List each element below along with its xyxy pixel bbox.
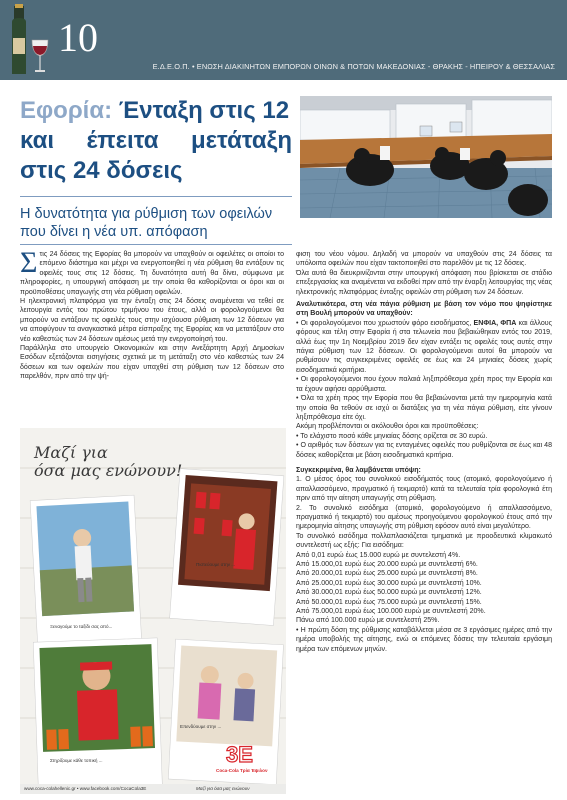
bracket-item: Από 25.000,01 ευρώ έως 30.000 ευρώ με συντελεστή 10%. <box>296 579 482 587</box>
slogan-line-1: Μαζί για <box>34 443 108 462</box>
bullet-bold: ΕΝΦΙΑ, ΦΠΑ <box>473 319 517 327</box>
bracket-item: Από 0,01 ευρώ έως 15.000 ευρώ με συντελεστή 4%. <box>296 551 461 559</box>
article-column-left <box>20 246 284 382</box>
numbered-item: 1. Ο μέσος όρος του συνολικού εισοδήματός τους (ατομικό, φορολογούμενο ή απαλλασσόμενο, πραγματικό ή τεκμαρτό) κατά τα τελευταία τρία φορολογικά έτη πριν από την αίτηση υπαγωγής στη ρύθμιση. <box>296 476 552 503</box>
article-column-right <box>296 250 552 654</box>
article-subtitle: Η δυνατότητα για ρύθμιση των οφειλών που δίνει η νέα υπ. απόφαση <box>20 206 273 240</box>
title-line-3: στις 24 δόσεις <box>20 157 183 184</box>
bullet-text: • Οι φορολογούμενοι που χρωστούν φόρο εισοδήματος, <box>296 319 474 327</box>
paragraph-text: τις 24 δόσεις της Εφορίας θα μπορούν να υπαχθούν οι οφειλέτες οι οποίοι το επόμενο διάστημα και μέχρι να ενεργοποιηθεί η νέα ρύθμιση θα εντάξουν τις οφειλές τους στις 12 δόσεις. Τη δυνατότητα αυτή θα δίνει, σύμφωνα με πληροφορίες, η υπουργική απόφαση με την οποία θα καθορίζονται οι όροι και οι προϋποθέσεις υπαγωγής στη νέα ρύθμιση οφειλών. <box>20 251 284 296</box>
bracket-item: Από 15.000,01 ευρώ έως 20.000 ευρώ με συντελεστή 6%. <box>296 561 478 568</box>
title-line-1-rest: Ένταξη στις 12 <box>112 97 290 124</box>
ad-collage <box>20 428 286 794</box>
section-heading: Συγκεκριμένα, θα λαμβάνεται υπόψη: <box>296 466 421 474</box>
bracket-item: Από 50.000,01 ευρώ έως 75.000 ευρώ με συντελεστή 15%. <box>296 598 482 606</box>
paragraph: Η ηλεκτρονική πλατφόρμα για την ένταξη στις 24 δόσεις αναμένεται να τεθεί σε λειτουργία εντός του πρώτου τριμήνου του έτους, αλλά οι φορολογούμενοι θα μπορούν να εντάξουν τις οφειλές τους στην ισχύουσα ρύθμιση των 12 δόσεων για να αποφύγουν τα αναγκαστικά μέτρα είσπραξης της Εφορίας και να μετατάξουν στο νέο καθεστώς των 24 δόσεων αμέσως μετά την ενεργοποίησή του. <box>20 298 284 343</box>
association-name: Ε.Δ.Ε.Ο.Π. • ΕΝΩΣΗ ΔΙΑΚΙΝΗΤΩΝ ΕΜΠΟΡΩΝ ΟΙΝΩΝ & ΠΟΤΩΝ ΜΑΚΕΔΟΝΙΑΣ - ΘΡΑΚΗΣ - ΗΠΕΙΡΟΥ & ΘΕΣΣΑΛΙΑΣ <box>152 62 555 71</box>
coca-cola-advertisement <box>20 428 286 794</box>
ad-caption-1: Ξεναγούμε το ταξίδι σας από... <box>50 624 113 629</box>
title-keyword: Εφορία: <box>20 97 113 124</box>
paragraph: φιση του νέου νόμου. Δηλαδή να μπορούν να υπαχθούν στις 24 δόσεις τα υπόλοιπα οφειλών που είχαν τακτοποιηθεί στο παρελθόν με τις 12 δόσεις. <box>296 251 552 268</box>
bracket-item: Από 75.000,01 ευρώ έως 100.000 ευρώ με συντελεστή 20%. <box>296 608 486 616</box>
bullet-item: • Το ελάχιστο ποσό κάθε μηνιαίας δόσης ορίζεται σε 30 ευρώ. <box>296 432 488 440</box>
page-number: 10 <box>58 15 98 60</box>
ad-caption-2: Πιστεύουμε στην ... <box>196 562 236 567</box>
bullet-item: • Όλα τα χρέη προς την Εφορία που θα βεβαιώνονται μετά την ημερομηνία κατά την οποία θα τεθούν σε ισχύ οι διατάξεις για τη νέα πάγια ρύθμιση, είτε γίνουν ληξιπρόθεσμα είτε όχι. <box>296 395 552 421</box>
drop-cap: Σ <box>20 246 38 279</box>
bullet-item <box>296 319 552 375</box>
subtitle-divider <box>20 244 292 245</box>
ad-caption-3: Στηρίζουμε κάθε τοπική ... <box>50 758 103 763</box>
slogan-line-2: όσα μας ενώνουν! <box>34 461 183 480</box>
paragraph <box>20 246 284 297</box>
bullet-item: • Η πρώτη δόση της ρύθμισης καταβάλλεται μέσα σε 3 εργάσιμες ημέρες από την ημέρα υποβολής της αίτησης, ενώ οι επόμενες δόσεις την τελευταία εργάσιμη ημέρα των επόμενων μηνών. <box>296 626 552 653</box>
ad-slogan <box>34 444 182 480</box>
ad-footer-slogan: Μαζί για όσα μας ενώνουν <box>196 786 250 791</box>
paragraph: Ακόμη προβλέπονται οι ακόλουθοι όροι και προϋποθέσεις: <box>296 423 479 431</box>
bullet-item: • Ο αριθμός των δόσεων για τις ενταγμένες οφειλές που ρυθμίζονται σε έως και 48 δόσεις καθορίζεται με βάση εισοδηματικά κριτήρια. <box>296 442 552 459</box>
section-heading: Αναλυτικότερα, στη νέα πάγια ρύθμιση με βάση τον νόμο που ψηφίστηκε στη Βουλή μπορούν να υπαχθούν: <box>296 301 552 318</box>
bullet-text: και άλλους φόρους και τέλη στην Εφορία ή στα τελωνεία που βεβαιώθηκαν εντός του 2019, αλλά έως την 1η Νοεμβρίου 2019 δεν είχαν εντάξει τις οφειλές τους αυτές στην πάγια ρύθμιση των 12 δόσεων. Οι φορολογούμενοι αυτοί θα μπορούν να ρυθμίσουν τις συγκεκριμένες οφειλές σε έως και 24 μηνιαίες δόσεις χωρίς εισοδηματικά κριτήρια. <box>296 319 553 374</box>
title-divider <box>20 196 292 197</box>
bracket-item: Πάνω από 100.000 ευρώ με συντελεστή 25%. <box>296 617 440 625</box>
title-line-1 <box>20 96 292 126</box>
tax-office-photo <box>300 96 552 218</box>
brand-logo-mark: 3E <box>226 742 253 767</box>
title-line-2: και έπειτα μετάταξη <box>20 127 292 154</box>
brand-name: Coca-Cola Τρία Έψιλον <box>216 768 268 773</box>
ad-footer-url: www.coca-colahellenic.gr • www.facebook.com/CocaCola3E <box>24 786 147 791</box>
article-title <box>20 96 292 186</box>
bracket-item: Από 30.000,01 ευρώ έως 50.000 ευρώ με συντελεστή 12%. <box>296 589 482 597</box>
paragraph: Παράλληλα στο υπουργείο Οικονομικών και στην Ανεξάρτητη Αρχή Δημοσίων Εσόδων εξετάζονται εισηγήσεις σχετικά με τη μετάταξη στο νέο καθεστώς των 24 δόσεων και των οφειλών που είχαν υπαχθεί στη ρύθμιση των 12 δόσεων στο παρελθόν, πριν από την ψή- <box>20 345 284 381</box>
paragraph: Όλα αυτά θα διευκρινίζονται στην υπουργική απόφαση που βρίσκεται σε στάδιο επεξεργασίας και αναμένεται να εκδοθεί πριν από την έναρξη λειτουργίας της νέας ηλεκτρονικής πλατφόρμας ένταξης οφειλών στη ρύθμιση των 24 δόσεων. <box>296 269 552 296</box>
numbered-item: 2. Το συνολικό εισόδημα (ατομικό, φορολογούμενο ή απαλλασσόμενο, πραγματικό ή τεκμαρτό) του αμέσως προηγούμενου φορολογικού έτους από την ημερομηνία αίτησης υπαγωγής στη ρύθμιση εφόσον αυτό είναι μεγαλύτερο. <box>296 504 552 531</box>
page-header <box>0 0 567 80</box>
bullet-item: • Οι φορολογούμενοι που έχουν παλαιά ληξιπρόθεσμα χρέη προς την Εφορία και τα έχουν αφήσει αρρύθμιστα. <box>296 376 552 393</box>
bracket-item: Από 20.000,01 ευρώ έως 25.000 ευρώ με συντελεστή 8%. <box>296 570 478 578</box>
paragraph: Το συνολικό εισόδημα πολλαπλασιάζεται τμηματικά με προοδευτικά κλιμακωτό συντελεστή ως εξής: Για εισόδημα: <box>296 532 552 550</box>
ad-caption-4: Επενδύουμε στην ... <box>180 724 222 729</box>
wine-bottle-glass-icon <box>6 4 52 76</box>
